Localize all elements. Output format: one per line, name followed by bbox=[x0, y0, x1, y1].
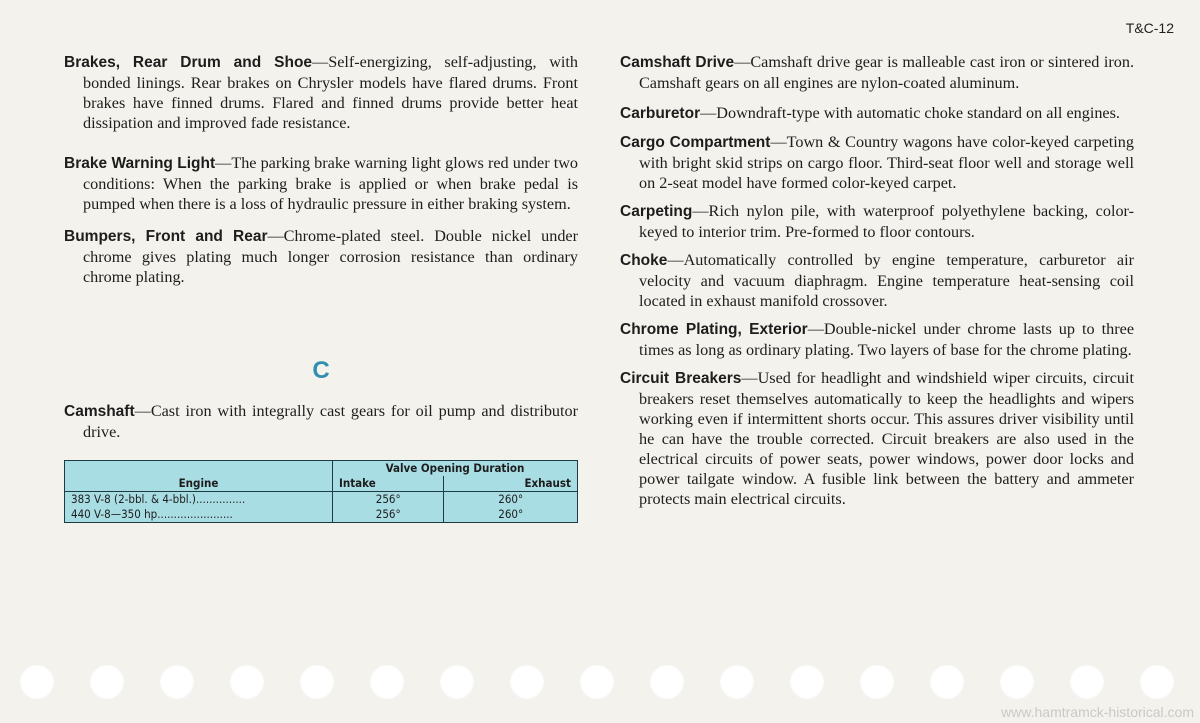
entry-carpeting bbox=[620, 201, 1134, 242]
binder-hole bbox=[160, 665, 194, 699]
entry-text: —Cast iron with integrally cast gears for oil pump and distributor drive. bbox=[83, 402, 578, 441]
entry-choke bbox=[620, 250, 1134, 311]
binder-holes bbox=[0, 665, 1200, 705]
intake-cell: 256° bbox=[333, 492, 444, 508]
watermark: www.hamtramck-historical.com bbox=[1001, 704, 1194, 720]
entry-circuit-breakers bbox=[620, 368, 1134, 509]
entry-brakes-rear-drum bbox=[64, 52, 578, 133]
exhaust-cell: 260° bbox=[444, 507, 578, 523]
binder-hole bbox=[440, 665, 474, 699]
entry-text: —Downdraft-type with automatic choke standard on all engines. bbox=[700, 104, 1120, 122]
entry-camshaft-drive bbox=[620, 52, 1134, 93]
binder-hole bbox=[230, 665, 264, 699]
entry-term: Camshaft bbox=[64, 403, 135, 420]
binder-hole bbox=[650, 665, 684, 699]
entry-term: Chrome Plating, Exterior bbox=[620, 321, 808, 338]
entry-text: —The parking brake warning light glows red under two conditions: When the parking brake is applied or when brake pedal is pumped when there is a loss of hydraulic pressure in either braking system. bbox=[83, 154, 578, 213]
left-column bbox=[64, 52, 578, 523]
valve-duration-table bbox=[64, 460, 578, 523]
binder-hole bbox=[1000, 665, 1034, 699]
entry-term: Cargo Compartment bbox=[620, 134, 771, 151]
entry-term: Brakes, Rear Drum and Shoe bbox=[64, 54, 313, 71]
section-letter: C bbox=[312, 357, 330, 384]
engine-cell: 383 V-8 (2-bbl. & 4-bbl.)............... bbox=[65, 492, 333, 508]
entry-chrome-plating bbox=[620, 319, 1134, 360]
entry-brake-warning-light bbox=[64, 153, 578, 214]
table-header-row bbox=[65, 461, 578, 477]
binder-hole bbox=[20, 665, 54, 699]
entry-term: Camshaft Drive bbox=[620, 54, 735, 71]
entry-term: Bumpers, Front and Rear bbox=[64, 228, 268, 245]
binder-hole bbox=[90, 665, 124, 699]
binder-hole bbox=[720, 665, 754, 699]
binder-hole bbox=[930, 665, 964, 699]
exhaust-cell: 260° bbox=[444, 492, 578, 508]
binder-hole bbox=[1070, 665, 1104, 699]
right-column bbox=[620, 52, 1134, 509]
entry-text: —Used for headlight and windshield wiper circuits, circuit breakers reset themselves automatically to keep the headlights and wipers working even if intermittent shorts occur. This assures driver visibility until he can have the trouble corrected. Circuit breakers are also used in the electrical circuits of power seats, power windows, power door locks and power tailgate window. A fusible link between the battery and ammeter protects main electrical circuits. bbox=[639, 369, 1134, 508]
entry-term: Carpeting bbox=[620, 203, 693, 220]
engine-cell: 440 V-8—350 hp....................... bbox=[65, 507, 333, 523]
entry-text: —Double-nickel under chrome lasts up to three times as long as ordinary plating. Two layers of base for the chrome plating. bbox=[639, 320, 1135, 359]
entry-text: —Camshaft drive gear is malleable cast iron or sintered iron. Camshaft gears on all engines are nylon-coated aluminum. bbox=[639, 53, 1134, 92]
entry-text: —Rich nylon pile, with waterproof polyethylene backing, color-keyed to interior trim. Pre-formed to floor contours. bbox=[639, 202, 1134, 241]
valve-duration-header: Valve Opening Duration bbox=[333, 461, 578, 477]
binder-hole bbox=[370, 665, 404, 699]
binder-hole bbox=[580, 665, 614, 699]
entry-term: Choke bbox=[620, 252, 668, 269]
binder-hole bbox=[860, 665, 894, 699]
binder-hole bbox=[300, 665, 334, 699]
engine-header: Engine bbox=[65, 461, 333, 492]
intake-header: Intake bbox=[333, 476, 444, 492]
entry-camshaft bbox=[64, 401, 578, 442]
entry-text: —Self-energizing, self-adjusting, with bonded linings. Rear brakes on Chrysler models have flared drums. Front brakes have finned drums. Flared and finned drums provide better heat dissipation and improved fade resistance. bbox=[83, 53, 578, 132]
entry-text: —Automatically controlled by engine temperature, carburetor air velocity and vacuum diaphragm. Engine temperature heat-sensing coil located in exhaust manifold crossover. bbox=[639, 251, 1134, 310]
table-row bbox=[65, 507, 578, 523]
entry-carburetor bbox=[620, 103, 1134, 124]
binder-hole bbox=[790, 665, 824, 699]
entry-text: —Town & Country wagons have color-keyed carpeting with bright skid strips on cargo floor. Third-seat floor well and storage well on 2-seat model have formed color-keyed carpet. bbox=[639, 133, 1134, 192]
exhaust-header: Exhaust bbox=[444, 476, 578, 492]
entry-term: Carburetor bbox=[620, 105, 701, 122]
binder-hole bbox=[1140, 665, 1174, 699]
binder-hole bbox=[510, 665, 544, 699]
entry-term: Brake Warning Light bbox=[64, 155, 216, 172]
page-number: T&C-12 bbox=[1125, 20, 1174, 36]
intake-cell: 256° bbox=[333, 507, 444, 523]
entry-text: —Chrome-plated steel. Double nickel under chrome gives plating much longer corrosion resistance than ordinary chrome plating. bbox=[83, 227, 578, 286]
entry-cargo-compartment bbox=[620, 132, 1134, 193]
table-row bbox=[65, 492, 578, 508]
entry-bumpers bbox=[64, 226, 578, 287]
entry-term: Circuit Breakers bbox=[620, 370, 742, 387]
